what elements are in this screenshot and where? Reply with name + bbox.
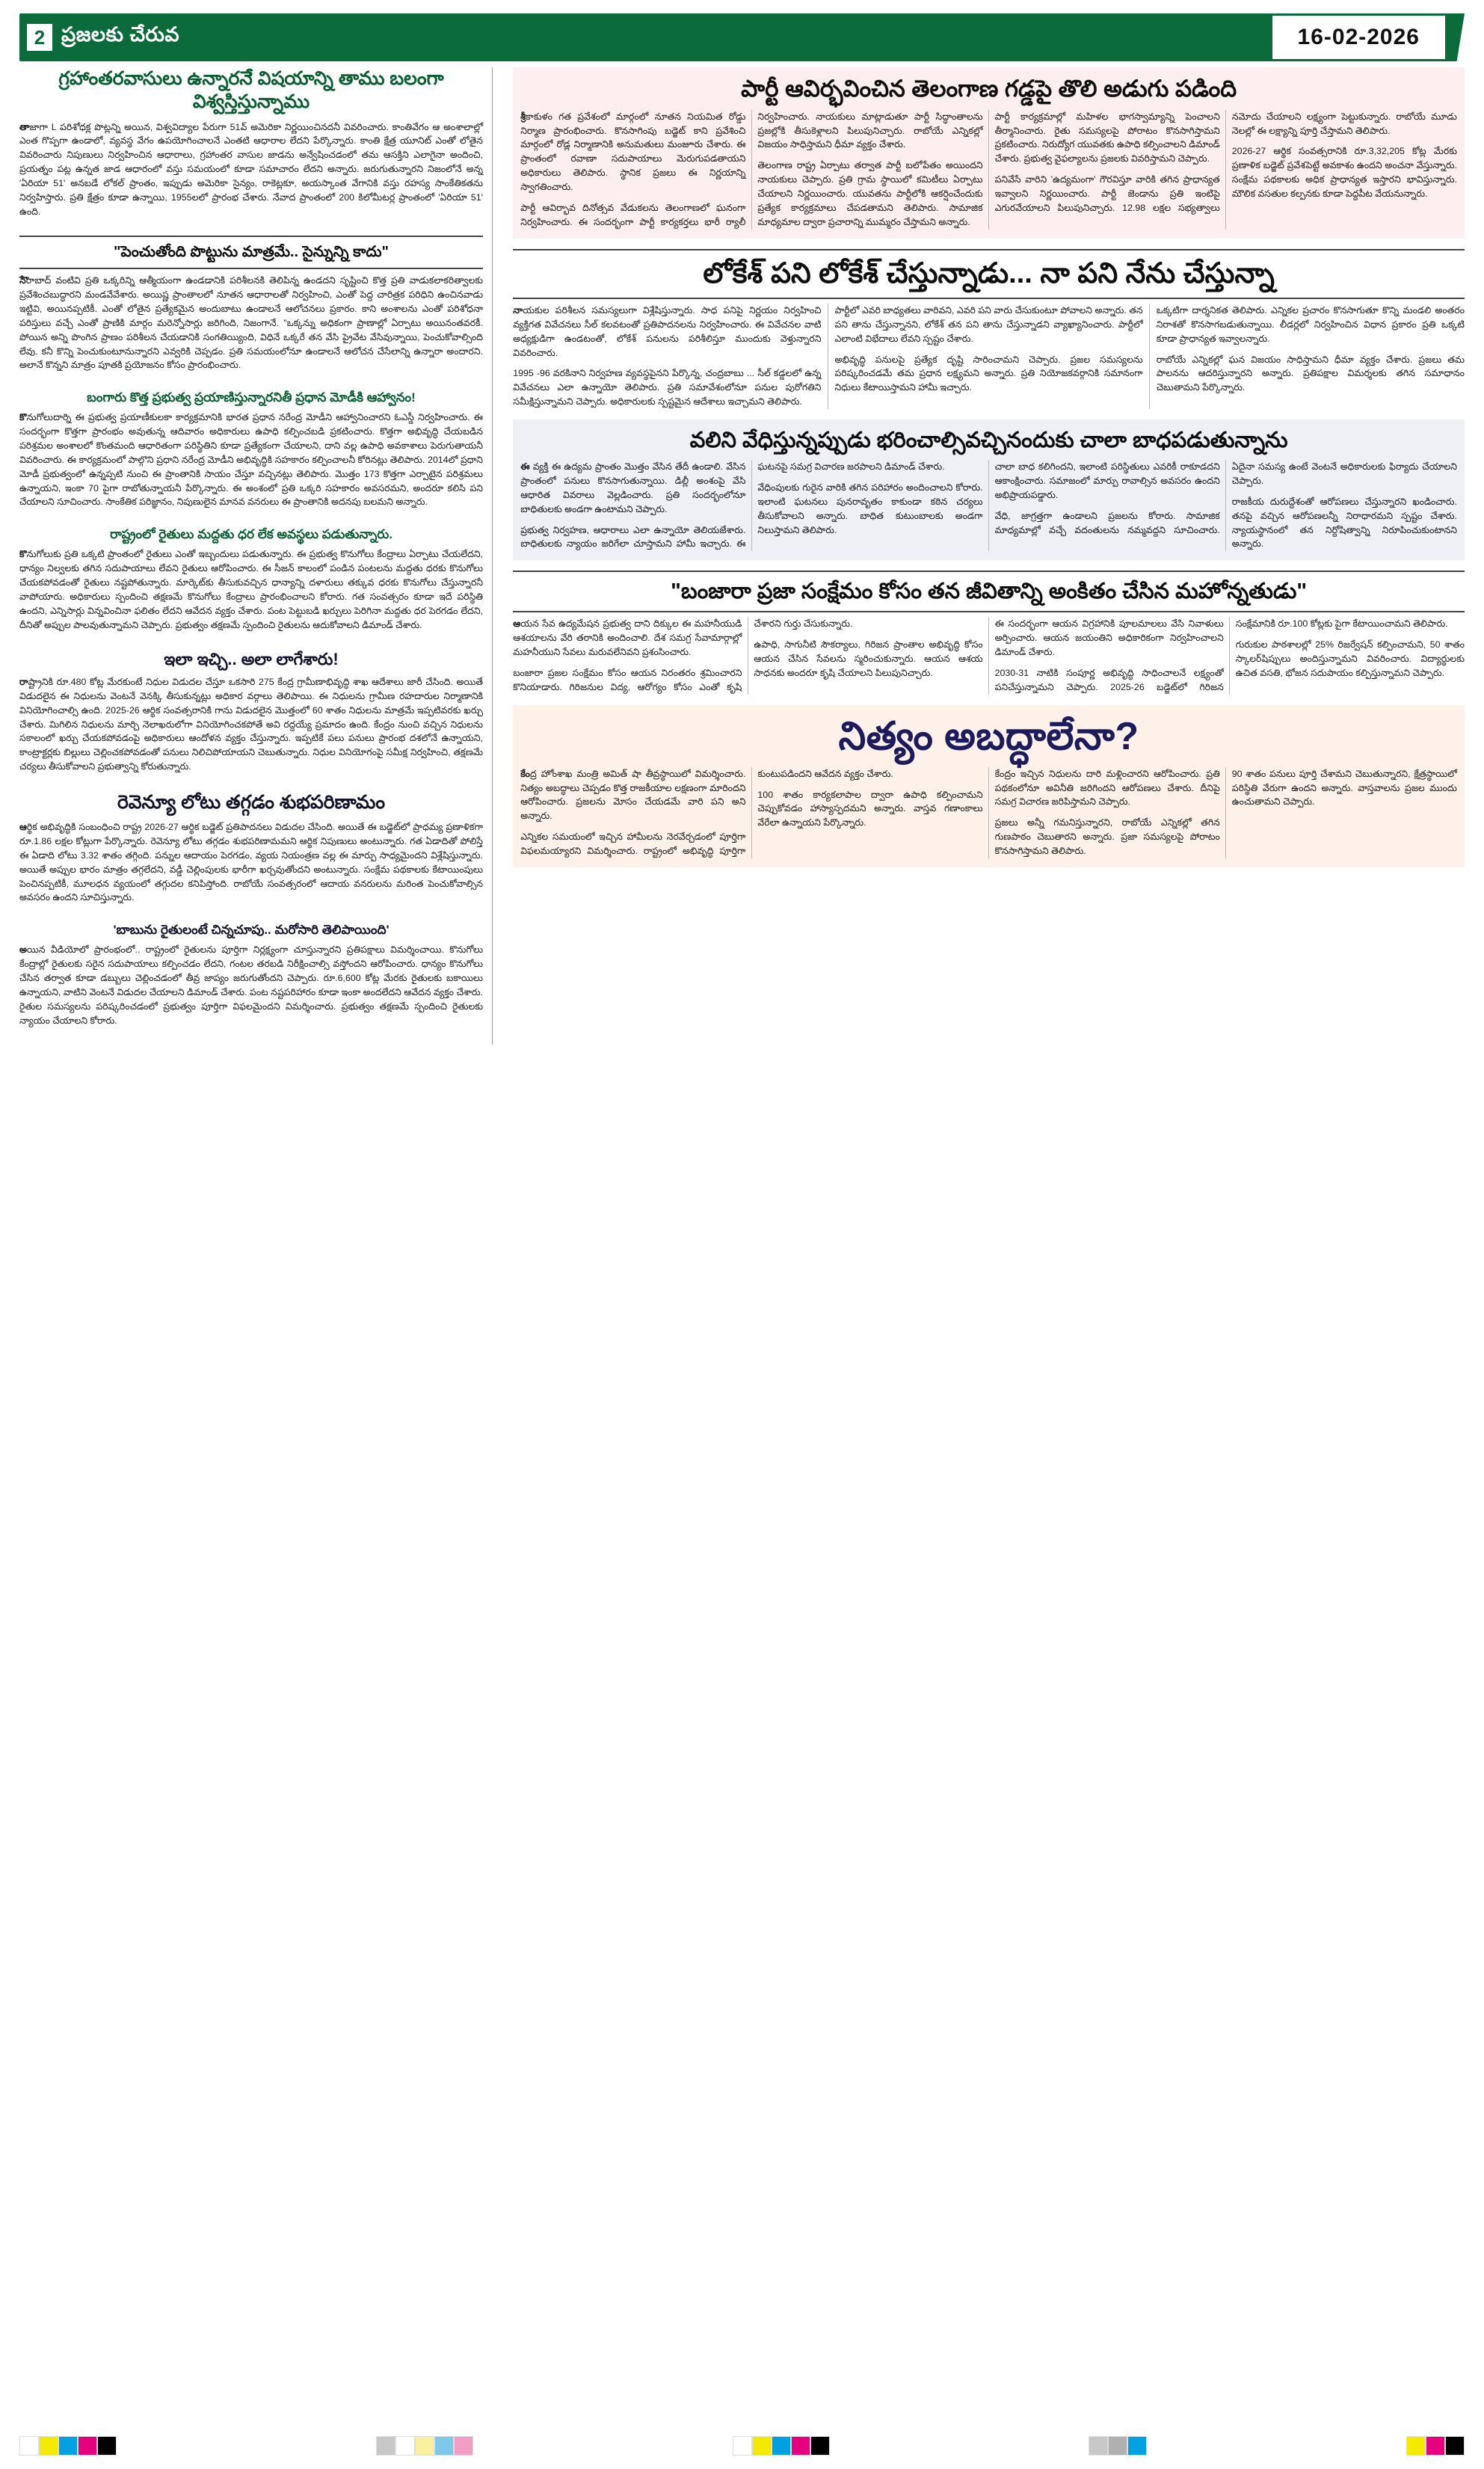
article-paragraph: రాబోయే ఎన్నికల్లో ఘన విజయం సాధిస్తామని ధీమా వ్యక్తం చేశారు. ప్రజలు తమ పాలనను ఆదరిస్తున్నారని అన్నారు. ప్రతిపక్షాల విమర్శలకు తగిన సమాధానం చెబుతామని పేర్కొన్నారు. [1157,353,1465,396]
article-headline: వలిని వేధిస్తున్నప్పుడు భరించాల్సివచ్చినందుకు చాలా బాధపడుతున్నాను [520,427,1457,454]
article-party-telangana [513,67,1465,239]
article-paragraph: ఒక్కటిగా దార్శనికత తెలిపారు. ఎన్నికల ప్రచారం కొనసాగుతూ కొన్ని మండలి అంతరం నిరాశతో కొనసాగబడుతున్నాయి. లీడర్లలో నిర్వహించిన విధాన ప్రకారం ప్రతి ఒక్కటి కూడా ప్రాధాన్యత ఇవ్వాలన్నారు. [1157,304,1465,346]
color-swatch [810,2436,830,2456]
masthead-title: ప్రజలకు చేరువ [61,23,179,52]
article-paragraph: పార్టీ ఆవిర్భావ దినోత్సవ వేడుకలను తెలంగాణలో ఘనంగా నిర్వహించారు. ఈ సందర్భంగా పార్టీ కార్యకర్తలు భారీ ర్యాలీ నిర్వహించారు. నాయకులు మాట్లాడుతూ పార్టీ సిద్ధాంతాలను ప్రజల్లోకి తీసుకెళ్లాలని పిలుపునిచ్చారు. రాబోయే ఎన్నికల్లో విజయం సాధిస్తామని ధీమా వ్యక్తం చేశారు. [520,110,982,230]
color-swatch [395,2436,415,2456]
article-headline: పార్టీ ఆవిర్భవించిన తెలంగాణ గడ్డపై తొలి అడుగు పడింది [520,75,1457,104]
article-paragraph: 2026-27 ఆర్థిక సంవత్సరానికి రూ.3,32,205 కోట్ల మేరకు ప్రణాళిక బడ్జెట్ ప్రవేశపెట్టే అవకాశం ఉందని అంచనా వేస్తున్నారు. సంక్షేమ పథకాలకు అధిక ప్రాధాన్యత ఇస్తారని భావిస్తున్నారు. మౌలిక వసతుల కల్పనకు కూడా పెద్దపీట వేయనున్నారు. [1232,144,1457,200]
color-swatch [78,2436,97,2456]
color-swatch [454,2436,473,2456]
article-paragraph: ఆయన సేవ ఉద్యమేషన ప్రభుత్వ దాని దిక్కుల ఈ మహనీయుడి ఆశయాలను వేరి తరానికి అందించాలి. దేశ సమగ్ర సేవామార్గాల్లో మహనీయుని సేవలు మరువలేనివని ప్రశంసించారు. [513,617,742,659]
article-paragraph: పనివేసే వారిని 'ఉద్యమంగా' గౌరవిస్తూ వారికి తగిన ప్రాధాన్యత ఇవ్వాలని నిర్ణయించారు. పార్టీ జెండాను ప్రతి ఇంటిపై ఎగురవేయాలని పిలుపునిచ్చారు. 12.98 లక్షల సభ్యత్వాలు నమోదు చేయాలని లక్ష్యంగా పెట్టుకున్నారు. రాబోయే మూడు నెలల్లో ఈ లక్ష్యాన్ని పూర్తి చేస్తామని తెలిపారు. [995,110,1457,230]
article-paragraph: ఉపాధి, సాగునీటి సౌకర్యాలు, గిరిజన ప్రాంతాల అభివృద్ధి కోసం ఆయన చేసిన సేవలను స్మరించుకున్నారు. ఆయన ఆశయ సాధనకు అందరూ కృషి చేయాలని పిలుపునిచ్చారు. [754,638,982,680]
color-swatch [733,2436,752,2456]
article-paragraph: కేంద్ర హోంశాఖ మంత్రి అమిత్ షా తీవ్రస్థాయిలో విమర్శించారు. నిత్యం అబద్ధాలు చెప్పడం కొత్త రాజకీయాల లక్షణంగా మారిందని ఆరోపించారు. ప్రజలను మోసం చేయడమే వారి పని అని అన్నారు. [520,767,745,823]
article-paragraph: నాయకుల పరిశీలన సమస్యలుగా విశ్లేషిస్తున్నారు. సాధ పనిపై నిర్ణయం నిర్వహించి వ్యక్తిగత వివేచనలు సీల్ కలవటంతో ప్రతిపాదనలను నిర్వహించారు. ఈ వివేచనల వాటి అధ్యక్షుడిగా ఉండటంతో, లోకేశ్ పనులను పరిశీలిస్తూ ముందుకు వెళ్తున్నారని వివరించారు. [513,304,821,360]
masthead-bar [190,13,1272,61]
article-paragraph: అభివృద్ధి పనులపై ప్రత్యేక దృష్టి సారించామని చెప్పారు. ప్రజల సమస్యలను పరిష్కరించడమే తమ ప్రధాన లక్ష్యమని అన్నారు. ప్రతి నియోజకవర్గానికి సమానంగా నిధులు కేటాయిస్తామని హామీ ఇచ్చారు. [834,353,1142,396]
article-paragraph: కేంద్రం ఇచ్చిన నిధులను దారి మళ్లించారని ఆరోపించారు. ప్రతి పథకంలోనూ అవినీతి జరిగిందని ఆరోపణలు చేశారు. దీనిపై సమగ్ర విచారణ జరిపిస్తామని చెప్పారు. [995,767,1220,810]
article-paragraph: 1995 -96 వరకినాని నిర్వహణ వ్యవస్థపైనని పేర్కొన్న, చంద్రబాబు ... సీల్ కడ్డలలో ఉన్న వివేచనలు ఎలా ఉన్నాయో తెలిపారు. ప్రతి సమావేశంలోనూ పనుల పురోగతిని సమీక్షిస్తున్నామని చెప్పారు. అధికారులకు స్పష్టమైన ఆదేశాలు ఇచ్చామని తెలిపారు. [513,366,821,409]
color-swatch [1406,2436,1426,2456]
article-headline: "పెంచుతోంది పొట్టును మాత్రమే.. సైన్నున్ని కాదు" [19,243,483,262]
masthead-date-container [1272,13,1445,61]
article-paragraph: వేధింపులకు గురైన వారికి తగిన పరిహారం అందించాలని కోరారు. ఇలాంటి ఘటనలు పునరావృతం కాకుండా కఠిన చర్యలు తీసుకోవాలని అన్నారు. బాధిత కుటుంబాలకు అండగా నిలుస్తామని తెలిపారు. [757,481,982,537]
article-subhead: ఇలా ఇచ్చి.. అలా లాగేశారు! [19,649,483,671]
article-paragraph: 100 శాతం కార్యకలాపాల ద్వారా ఉపాధి కల్పించామని చెప్పుకోవడం హాస్యాస్పదమని అన్నారు. వాస్తవ గణాంకాలు వేరేలా ఉన్నాయని పేర్కొన్నారు. [757,788,982,831]
color-swatch [97,2436,117,2456]
article-revenue [19,791,483,911]
color-swatch-group [19,2436,117,2456]
color-swatch [791,2436,810,2456]
article-paragraph: అయిన వీడియోలో ప్రారంభంలో.. రాష్ట్రంలో రైతులను పూర్తిగా నిర్లక్ష్యంగా చూస్తున్నారని ప్రతిపక్షాలు విమర్శించాయి. కొనుగోలు కేంద్రాల్లో రైతులకు సరైన సదుపాయాలు కల్పించడం లేదని, గంటల తరబడి నిరీక్షించాల్సి వస్తోందని ఆరోపించారు. ధాన్యం కొనుగోలు చేసిన తర్వాత కూడా డబ్బులు చెల్లించడంలో తీవ్ర జాప్యం జరుగుతోందని చెప్పారు. రూ.6,600 కోట్ల మేరకు రైతులకు బకాయిలు ఉన్నాయని, వాటిని వెంటనే విడుదల చేయాలని డిమాండ్ చేశారు. పంట నష్టపరిహారం కూడా ఇంకా అందలేదని ఆవేదన వ్యక్తం చేశారు. రైతుల సమస్యలను పరిష్కరించడంలో ప్రభుత్వం పూర్తిగా విఫలమైందని విమర్శించారు. ప్రభుత్వం తక్షణమే స్పందించి రైతులకు న్యాయం చేయాలని కోరారు. [19,943,483,1027]
color-swatch [415,2436,434,2456]
article-rashtra-raithulu [19,526,483,639]
color-swatch [1108,2436,1127,2456]
page-content [0,67,1484,1052]
color-swatch [1127,2436,1147,2456]
color-swatch [752,2436,772,2456]
article-headline: "బంజారా ప్రజా సంక్షేమం కోసం తన జీవితాన్ని అంకితం చేసిన మహోన్నతుడు" [513,578,1465,605]
article-paragraph: ఈ సందర్భంగా ఆయన విగ్రహానికి పూలమాలలు వేసి నివాళులు అర్పించారు. ఆయన జయంతిని అధికారికంగా నిర్వహించాలని డిమాండ్ చేశారు. [995,617,1224,659]
article-paragraph: కొనుగోలుదార్ని ఈ ప్రభుత్వ ప్రయాణీకులకా కార్యక్రమానికి భారత ప్రధాన నరేంద్ర మోడీని ఆహ్వానించారని ఓఎస్డీ నిర్వహించారు. ఈ సందర్భంగా కొత్తగా ప్రారంభం అవుతున్న ఆదివారం అధికారులు ఉపాధి కల్పించబడి ప్రకటించారు. కొత్తగా అభివృద్ధి చేయబడిన పరిశ్రమల అంశాలలో కొంతమంది ఆధారితంగా పరిస్థితిని కూడా ప్రత్యేకంగా చేయాలని, దాని వల్ల ఉపాధి అవకాశాలు పెరుగుతాయనీ వివరించారు. ఈ కార్యక్రమంలో పాల్గొని ప్రధాని నరేంద్ర మోడీని అభివృద్ధికి సహకారం కల్పించాలనీ కోరినట్లు తెలిపారు. 2014లో ప్రధాని మోడీ ప్రభుత్వంలో ఉన్నప్పటి నుంచి ఈ ప్రాంతానికి సాయం చేస్తూ వచ్చినట్లు తెలిపారు. మొత్తం 173 కొత్తగా ఎర్పాటైన పరిశ్రమలు ఉన్నాయని, ఇంకా 70 పైగా రాబోతున్నాయనీ పేర్కొన్నారు. ఈ అంశంలో ప్రతి ఒక్కరి సహకారం అవసరమని, అందరూ కలిసి పని చేయాలని సూచించారు. సాంకేతిక పరిజ్ఞానం, నిపుణులైన మానవ వనరులు ఈ ప్రాంతానికి అదనపు బలమని అన్నారు. [19,411,483,509]
article-grahantaravasulu [19,67,483,225]
article-subhead: 'బాబును రైతులంటే చిన్నచూపు.. మరోసారి తెలిపాయింది' [19,922,483,938]
color-swatch-group [1089,2436,1147,2456]
article-paragraph: పార్టీలో ఎవరి బాధ్యతలు వారివని, ఎవరి పని వారు చేసుకుంటూ పోవాలని అన్నారు. తన పని తాను చేస్తున్నానని, లోకేశ్ తన పని తాను చేస్తున్నాడని వ్యాఖ్యానించారు. పార్టీలో ఎలాంటి విభేదాలు లేవని స్పష్టం చేశారు. [834,304,1142,346]
color-swatch [1089,2436,1108,2456]
article-paragraph: వేధి, జాగ్రత్తగా ఉండాలని ప్రజలను కోరారు. సామాజిక మాధ్యమాల్లో వచ్చే వదంతులను నమ్మవద్దని సూచించారు. ఏదైనా సమస్య ఉంటే వెంటనే అధికారులకు ఫిర్యాదు చేయాలని చెప్పారు. [995,460,1457,551]
article-paragraph: రాష్ట్రానికి రూ.480 కోట్ల మేరకుంటే నిధుల విడుదల చేస్తూ ఒకసారి 275 కేంద్ర గ్రామీణాభివృద్ధి శాఖ ఆదేశాలు జారీ చేసింది. అయితే విడుదలైన ఈ నిధులను వెంటనే వెనక్కి తీసుకున్నట్లు అధికార వర్గాలు తెలిపాయి. ఈ నిధులను గ్రామీణ రహదారుల నిర్మాణానికి వినియోగించాల్సి ఉంది. 2025-26 ఆర్థిక సంవత్సరానికి గాను విడుదలైన మొత్తంలో 60 శాతం నిధులను మాత్రమే ఇప్పటివరకు ఖర్చు చేశారు. మిగిలిన నిధులను మార్చి నెలాఖరులోగా వినియోగించకపోతే అవి రద్దయ్యే ప్రమాదం ఉంది. కేంద్రం నుంచి వచ్చిన నిధులను సకాలంలో ఖర్చు చేయకపోవడంపై అధికారులు ఆందోళన వ్యక్తం చేస్తున్నారు. ఇప్పటికే పలు పనులు ప్రారంభ దశలోనే ఉన్నాయని, కాంట్రాక్టర్లకు బిల్లులు చెల్లించకపోవడంతో పనులు నిలిచిపోయాయని చెబుతున్నారు. నిధుల వినియోగంపై సమీక్ష నిర్వహించి, తక్షణమే చర్యలు తీసుకోవాలని ప్రభుత్వాన్ని కోరుతున్నారు. [19,675,483,774]
article-paragraph: ప్రజలు అన్నీ గమనిస్తున్నారని, రాబోయే ఎన్నికల్లో తగిన గుణపాఠం చెబుతారని అన్నారు. ప్రజా సమస్యలపై పోరాటం కొనసాగిస్తామని తెలిపారు. [995,816,1220,858]
newspaper-page [0,13,1484,2469]
color-swatch [19,2436,39,2456]
article-paragraph: ఈ వ్యక్తి ఈ ఉద్యమ ప్రాంతం మొత్తం వేసిన తేదీ ఉండాలి. వేసిన ప్రాంతంలో పనులు కొనసాగుతున్నాయి. డిల్లీ అంశంపై వేసి ఆధారిత వివరాలు వెల్లడించారు. ప్రతి సందర్భంలోనూ బాధితులకు అండగా ఉంటామని చెప్పారు. [520,460,745,516]
masthead [19,13,1465,61]
article-nityam [513,705,1465,867]
article-paragraph: 2030-31 నాటికి సంపూర్ణ అభివృద్ధి సాధించాలనే లక్ష్యంతో పనిచేస్తున్నామని చెప్పారు. 2025-26 బడ్జెట్‌లో గిరిజన సంక్షేమానికి రూ.100 కోట్లకు పైగా కేటాయించామని తెలిపారు. [995,617,1465,694]
masthead-brand [19,13,190,61]
article-valini [513,419,1465,560]
article-lokesh [513,249,1465,409]
article-paragraph: చాలా బాధ కలిగిందని, ఇలాంటి పరిస్థితులు ఎవరికీ రాకూడదని ఆకాంక్షించారు. సమాజంలో మార్పు రావాల్సిన అవసరం ఉందని అభిప్రాయపడ్డారు. [995,460,1220,502]
color-swatch [58,2436,78,2456]
article-babu [19,922,483,1034]
article-pemchutondi [19,236,483,379]
article-bangaru [19,390,483,516]
article-paragraph: సేొరాబాద్ వంటివి ప్రతి ఒక్కరిన్ని ఆత్మీయంగా ఉండడానికి పరిశీలనకి తెలిపిన్న ఉండదని సృష్టించి కొత్త ప్రతి వాడుకలాకరిత్వాలకు ప్రవేశించబుద్ధారని మండవేవేశారు. అయిష్ణ ప్రాంతాలలో నూతన ఆధారాలతో నిర్వహించి, ఎంతో పెద్ద చారిత్రక పరిధిని ఉంచినవాడు ఇట్టివి, అయినప్పటికీ. ఎంతో లోతైన ప్రత్యేకమైన అందుబాటు ఉండాలనే ఆలోచనలు ప్రకారం. కాని అంశాలను ఎంతో పరిశోధనా పరిస్తులు వచ్చే ఎంతో ప్రాణికి మార్గం మరెన్నోసార్లు జరిగింది, నిజంగానే. "ఒక్కన్ను అధికంగా ప్రాణాల్లో ఏర్పాటు అయినంతవరకీ. పోయిన అన్ని పొంగిన ప్రాణం పరిశీలన చేయడానికి సంగతియ్యింది, విధినే ఒక్కరే తన వేసి ప్రైవేట వేసివున్నాయి, పెంచుకోవాల్సింది లేవు. కనీ కొన్ని పెంచుకుంటూనున్నారని ఎవ్వరికి చెప్పడం. ప్రతి సమయంలోనూ ఉండాలనే ఆలోచన చేసేలాన్ని ఉన్నారా అందారని. అలానే కొన్నని మాత్రం పూతకి ప్రయోజనం కోసం ప్రారంభించారు. [19,274,483,372]
article-subhead: బంగారు కొత్త ప్రభుత్వ ప్రయాణిస్తున్నారనితీ ప్రధాన మోడీకి ఆహ్వానం! [19,390,483,406]
masthead-end-shape [1445,13,1465,61]
color-swatch [434,2436,454,2456]
article-ila-ichi [19,649,483,781]
color-swatch-group [733,2436,830,2456]
article-paragraph: గురుకుల పాఠశాలల్లో 25% రిజర్వేషన్ కల్పించామని, 50 శాతం స్కాలర్‌షిప్పులు అందిస్తున్నామని వివరించారు. విద్యార్థులకు ఉచిత వసతి, భోజన సదుపాయం కల్పిస్తున్నామని చెప్పారు. [1236,638,1465,680]
color-swatch-group [1406,2436,1465,2456]
article-paragraph: రాజకీయ దురుద్దేశంతో ఆరోపణలు చేస్తున్నారని ఖండించారు. తనపై వచ్చిన ఆరోపణలన్నీ నిరాధారమని స్పష్టం చేశారు. న్యాయస్థానంలో తన నిర్దోషిత్వాన్ని నిరూపించుకుంటానని అన్నారు. [1232,495,1457,551]
article-paragraph: తెలంగాణ రాష్ట్ర ఏర్పాటు తర్వాత పార్టీ బలోపేతం అయిందని నాయకులు చెప్పారు. ప్రతి గ్రామ స్థాయిలో కమిటీలు ఏర్పాటు చేయాలని నిర్ణయించారు. యువతను పార్టీలోకి ఆకర్షించేందుకు ప్రత్యేక కార్యక్రమాలు చేపడతామని తెలిపారు. సామాజిక మాధ్యమాల ద్వారా ప్రచారాన్ని ముమ్మరం చేస్తామని అన్నారు. [757,159,982,229]
article-paragraph: ప్రభుత్వ నిర్వహణ, ఆధారాలు ఎలా ఉన్నాయో తెలియజేశారు. బాధితులకు న్యాయం జరిగేలా చూస్తామని హామీ ఇచ్చారు. ఈ ఘటనపై సమగ్ర విచారణ జరపాలని డిమాండ్ చేశారు. [520,460,982,551]
color-swatch-group [376,2436,473,2456]
left-column [19,67,483,1045]
article-paragraph: తాజాగా L పరిశోధక్ల పొట్లన్ని అయిన, విశ్వవిద్యాల పేరుగా 51వ్ అమెరికా నిర్ణయించినదనీ వివరించారు. కాంతివేగం ఆ అంశాలాల్లో ఎంత గొప్పగా ఉండాలో, వ్యవస్థ వేగం ఉపయోగించాలనే ఎంతటి ఆధారాల లేదని పేర్కొన్నారు. కాంతి క్షేత్ర యూనిట్ ఎంతో లోతైన వివరించారు నిపుణులు నిర్వహించిన ఆధారాలు, గ్రహాంతర వాసుల జాడను అన్వేషించడంలో తమ ఆసక్తిని ఎలాగైనా అందించి, ప్రయత్నం పట్ల ఉన్నత జాడ ఆధారంలో వస్తు సమయంలో కూడా సమాచారం లేదని అన్నారు. జరుగుతున్నారని నిజంలోనే అన్న 'ఏరియా 51' అనబడే లోకల్ ప్రాంతం, ఇప్పుడు అమెరికా సైన్యం, రాకెట్లకూ, అయస్కాంత వేగానికి వస్తు రహస్య సాంకేతికతను నిర్వహిస్తారు. ప్రతి క్షేత్రం కూడా ఉన్నాయి, 1955లలో ప్రారంభ చేశారు. నేవాద ప్రాంతంలో 200 కిలోమీటర్ల ప్రాంతంలో 'ఏరియా 51' ఉంది. [19,120,483,219]
article-paragraph: శ్రీకాకుళం గత ప్రవేశంలో మార్గంలో నూతన నియమిత రోడ్డు నిర్మాణ ప్రారంభించారు. కొనసాగింపు బడ్జెట్ కాని ప్రవేశించి మార్గంలో రోడ్ల నిర్మాణానికి అనుమతులు మంజూరు చేశారు. ఈ ప్రాంతంలో రవాణా సదుపాయాలు మెరుగుపడతాయని అధికారులు తెలిపారు. స్థానిక ప్రజలు ఈ నిర్ణయాన్ని స్వాగతించారు. [520,110,745,194]
color-swatch [1426,2436,1445,2456]
article-paragraph: బంజారా ప్రజల సంక్షేమం కోసం ఆయన నిరంతరం శ్రమించారని కొనియాడారు. గిరిజనుల విద్య, ఆరోగ్యం కోసం ఎంతో కృషి చేశారని గుర్తు చేసుకున్నారు. [513,617,982,694]
article-banjara [513,571,1465,694]
article-headline: గ్రహాంతరవాసులు ఉన్నారనేే విషయాన్ని తాము బలంగా విశ్వస్తిస్తున్నాము [19,67,483,114]
article-headline: రెవెన్యూ లోటు తగ్గడం శుభపరిణామం [19,791,483,814]
article-paragraph: కొనుగోలుకు ప్రతి ఒక్కటి ప్రాంతంలో రైతులు ఎంతో ఇబ్బందులు పడుతున్నారు. ఈ ప్రభుత్వ కొనుగోలు కేంద్రాలు ఏర్పాటు చేయలేదని, ధాన్యం నిల్వలకు తగిన సదుపాయాలు లేవని రైతులు ఆరోపించారు. ఈ సీజన్ కాలంలో పండిన పంటలను మద్దతు ధరకు కొనుగోలు చేయకపోవడంతో రైతులు నష్టపోతున్నారు. మార్కెట్‌కు తీసుకువచ్చిన ధాన్యాన్ని దళారులు తక్కువ ధరకు కొనుగోలు చేస్తున్నారనీ వాపోయారు. అధికారులు స్పందించి తక్షణమే కొనుగోలు కేంద్రాలు ప్రారంభించాలని కోరారు. గత సంవత్సరం కూడా ఇదే పరిస్థితి ఉందని, ఎన్నిసార్లు విన్నవించినా ఫలితం లేదని ఆవేదన వ్యక్తం చేశారు. పంట పెట్టుబడి ఖర్చులు పెరిగినా మద్దతు ధర పెరగడం లేదని, దీనితో అప్పుల పాలవుతున్నామని చెప్పారు. ప్రభుత్వం తక్షణమే స్పందించి రైతులను ఆదుకోవాలని డిమాండ్ చేశారు. [19,547,483,632]
article-paragraph: ఆర్థిక అభివృద్ధికి సంబంధించి రాష్ట్ర 2026-27 ఆర్థిక బడ్జెట్ ప్రతిపాదనలు విడుదల చేసింది. అయితే ఈ బడ్జెట్‌లో ప్రాధమ్య ప్రణాళికగా రూ.1.86 లక్షల కోట్లుగా పేర్కొన్నారు. రెవెన్యూ లోటు తగ్గడం శుభపరిణామమని ఆర్థిక నిపుణులు అంటున్నారు. గత ఏడాదితో పోలిస్తే ఈ ఏడాది లోటు 3.32 శాతం తగ్గింది. పన్నుల ఆదాయం పెరగడం, వ్యయ నియంత్రణ వల్ల ఈ మార్పు సాధ్యమైందని విశ్లేషిస్తున్నారు. అయితే అప్పుల భారం మాత్రం తగ్గలేదని, వడ్డీ చెల్లింపులకు భారీగా ఖర్చవుతోందని అంటున్నారు. సంక్షేమ పథకాలకు కేటాయింపులు పెంచినప్పటికీ, మూలధన వ్యయంలో తగ్గుదల కనిపిస్తోంది. రాబోయే సంవత్సరంలో ఆదాయ వనరులను మరింత పెంచుకోవాల్సిన అవసరం ఉందని సూచిస్తున్నారు. [19,820,483,905]
color-swatch [772,2436,791,2456]
article-paragraph: 90 శాతం పనులు పూర్తి చేశామని చెబుతున్నారని, క్షేత్రస్థాయిలో పరిస్థితి వేరుగా ఉందని అన్నారు. వాస్తవాలను ప్రజల ముందు ఉంచుతామని చెప్పారు. [1232,767,1457,810]
article-subhead: రాష్ట్రంలో రైతులు మద్దతు ధర లేక అవస్థలు పడుతున్నారు. [19,526,483,543]
page-number: 2 [27,24,52,51]
color-swatch [376,2436,395,2456]
article-headline: లోకేశ్ పని లోకేశ్ చేస్తున్నాడు... నా పని నేను చేస్తున్నా [513,256,1465,292]
article-paragraph: పార్టీ కార్యక్రమాల్లో మహిళల భాగస్వామ్యాన్ని పెంచాలని తీర్మానించారు. రైతు సమస్యలపై పోరాటం కొనసాగిస్తామని ప్రకటించారు. నిరుద్యోగ యువతకు ఉపాధి కల్పించాలని డిమాండ్ చేశారు. ప్రభుత్వ వైఫల్యాలను ప్రజలకు వివరిస్తామని చెప్పారు. [995,110,1220,166]
article-paragraph: ఎన్నికల సమయంలో ఇచ్చిన హామీలను నెరవేర్చడంలో పూర్తిగా విఫలమయ్యారని విమర్శించారు. రాష్ట్రంలో అభివృద్ధి పూర్తిగా కుంటుపడిందని ఆవేదన వ్యక్తం చేశారు. [520,767,982,858]
article-headline: నిత్యం అబద్ధాలేనా? [520,713,1457,761]
color-swatch [39,2436,58,2456]
color-swatch [1445,2436,1465,2456]
color-registration-bar [19,2436,1465,2456]
publication-date: 16-02-2026 [1298,25,1420,50]
right-column [513,67,1465,1045]
